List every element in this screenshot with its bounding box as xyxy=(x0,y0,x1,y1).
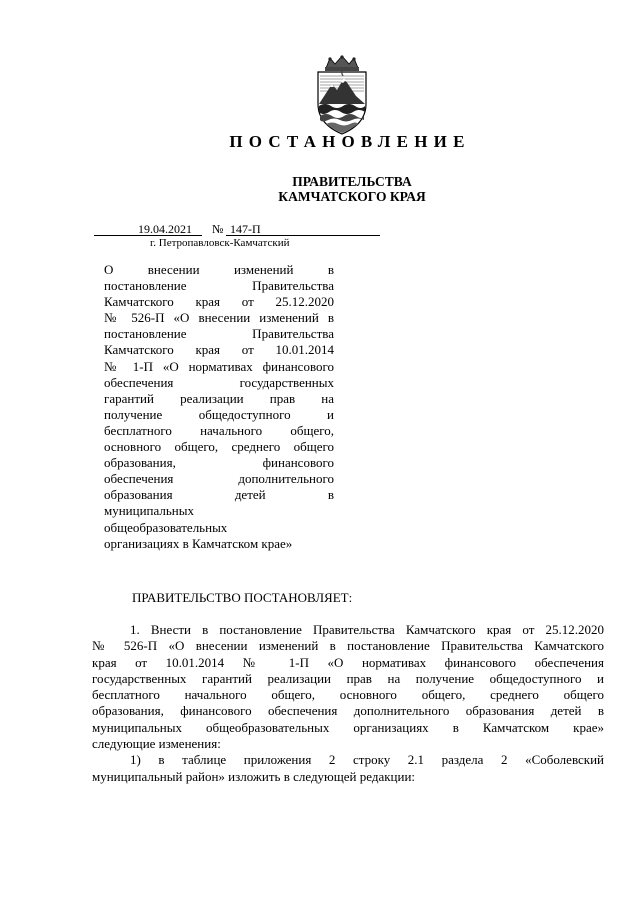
subject-line: общеобразовательных xyxy=(104,519,228,535)
document-body xyxy=(92,622,604,785)
issue-city: г. Петропавловск-Камчатский xyxy=(150,237,290,249)
decree-heading: ПРАВИТЕЛЬСТВО ПОСТАНОВЛЯЕТ: xyxy=(132,590,353,605)
body-line: следующие изменения: xyxy=(92,736,221,752)
body-line: образования, финансового обеспечения дополнительного образования детей в xyxy=(92,703,604,719)
document-number: 147-П xyxy=(230,222,261,236)
subject-line: бесплатного начального общего, xyxy=(104,422,334,438)
subject-line: Камчатского края от 10.01.2014 xyxy=(104,342,334,358)
subject-line: образования детей в xyxy=(104,487,334,503)
number-label: № xyxy=(212,222,224,236)
subject-line: основного общего, среднего общего xyxy=(104,439,334,455)
body-line: края от 10.01.2014 № 1-П «О нормативах финансового обеспечения xyxy=(92,654,604,670)
coat-of-arms-icon xyxy=(306,54,378,136)
crown xyxy=(325,55,359,71)
body-line: бесплатного начального общего, основного общего, среднего общего xyxy=(92,687,604,703)
subject-line: муниципальных xyxy=(104,503,195,519)
body-line: 1) в таблице приложения 2 строку 2.1 раздела 2 «Соболевский xyxy=(130,752,604,768)
subject-line: № 1-П «О нормативах финансового xyxy=(104,358,334,374)
subject-line: образования, финансового xyxy=(104,455,334,471)
issuer-line-2: КАМЧАТСКОГО КРАЯ xyxy=(278,189,426,204)
document-date: 19.04.2021 xyxy=(138,222,192,236)
subject-line: Камчатского края от 25.12.2020 xyxy=(104,294,334,310)
document-title: ПОСТАНОВЛЕНИЕ xyxy=(229,132,471,151)
date-number-line xyxy=(94,222,380,236)
subject-line: гарантий реализации прав на xyxy=(104,390,334,406)
subject-line: постановление Правительства xyxy=(104,278,334,294)
body-line: муниципальный район» изложить в следующей редакции: xyxy=(92,768,416,784)
body-line: № 526-П «О внесении изменений в постановление Правительства Камчатского xyxy=(92,638,604,654)
subject-line: обеспечения государственных xyxy=(104,374,334,390)
subject-line: № 526-П «О внесении изменений в xyxy=(104,310,334,326)
body-line: 1. Внести в постановление Правительства Камчатского края от 25.12.2020 xyxy=(130,622,604,637)
subject-line: О внесении изменений в xyxy=(104,262,334,277)
subject-line: постановление Правительства xyxy=(104,326,334,342)
subject-line: организациях в Камчатском крае» xyxy=(104,535,293,551)
document-subject xyxy=(104,262,334,552)
subject-line: получение общедоступного и xyxy=(104,406,334,422)
subject-line: обеспечения дополнительного xyxy=(104,471,334,487)
body-line: муниципальных общеобразовательных организациях в Камчатском крае» xyxy=(92,719,604,735)
issuer-line-1: ПРАВИТЕЛЬСТВА xyxy=(292,174,412,189)
body-line: государственных гарантий реализации прав на получение общедоступного и xyxy=(92,670,604,686)
